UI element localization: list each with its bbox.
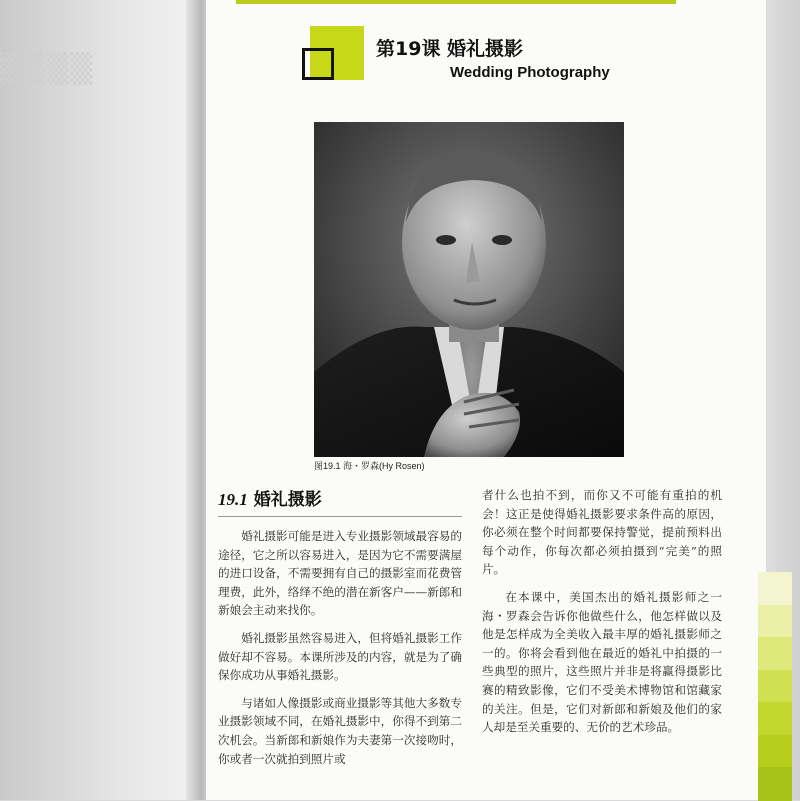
paragraph: 与诸如人像摄影或商业摄影等其他大多数专业摄影领域不同，在婚礼摄影中，你得不到第二次机会。当新郎和新娘作为夫妻第一次接吻时，你或者一次就拍到照片或	[218, 695, 462, 766]
body-column-right	[482, 486, 722, 746]
tab-stripe	[758, 637, 792, 671]
paragraph: 者什么也拍不到，而你又不可能有重拍的机会！这正是使得婚礼摄影要求条件高的原因，你必须在整个时间都要保持警觉，提前预料出每个动作，你每次都必须拍摄到“完美”的照片。	[482, 488, 722, 577]
lesson-title: 第19课 婚礼摄影	[376, 38, 524, 60]
top-accent-rule	[236, 0, 676, 4]
body-column-left	[218, 527, 462, 777]
section-title: 婚礼摄影	[253, 490, 322, 510]
left-page-edge	[0, 0, 200, 800]
portrait-image	[314, 122, 624, 457]
tab-stripe	[758, 572, 792, 606]
section-heading	[218, 485, 462, 517]
tab-stripe	[758, 670, 792, 704]
lesson-emblem	[302, 26, 366, 90]
tab-stripe	[758, 767, 792, 801]
figure-caption: 图19.1 海・罗森(Hy Rosen)	[314, 461, 425, 471]
paragraph: 婚礼摄影虽然容易进入，但将婚礼摄影工作做好却不容易。本课所涉及的内容，就是为了确保你成功从事婚礼摄影。	[218, 630, 462, 683]
book-page	[206, 0, 766, 800]
left-page-bleed-text: ▒▒▒▒	[0, 52, 95, 85]
tab-stripe	[758, 605, 792, 639]
page-edge-tab-stripes	[758, 572, 792, 800]
tab-stripe	[758, 702, 792, 736]
emblem-outline-square	[302, 48, 334, 80]
paragraph: 在本课中，美国杰出的婚礼摄影师之一海・罗森会告诉你他做些什么，他怎样做以及他是怎样成为全美收入最丰厚的婚礼摄影师之一的。你将会看到他在最近的婚礼中拍摄的一些典型的照片，这些照片并非是将赢得摄影比赛的精致影像，它们不受美术博物馆和馆藏家的关注。但是，它们对新郎和新娘及他们的家人却是至关重要的、无价的艺术珍品。	[482, 589, 722, 735]
section-number: 19.1	[218, 490, 248, 509]
portrait-photo	[314, 122, 624, 457]
tab-stripe	[758, 735, 792, 769]
paragraph: 婚礼摄影可能是进入专业摄影领域最容易的途径，它之所以容易进入，是因为它不需要满屋的进口设备，不需要拥有自己的摄影室而花费管理费，此外，络绎不绝的潜在新客户——新郎和新娘会主动来找你。	[218, 529, 462, 618]
lesson-subtitle: Wedding Photography	[450, 64, 610, 81]
